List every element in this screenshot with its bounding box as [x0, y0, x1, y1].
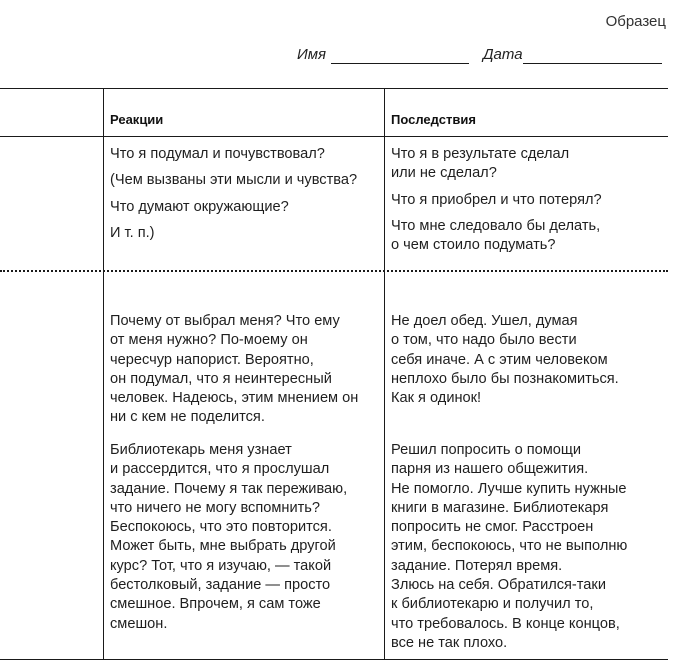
reactions-prompt-cell [110, 145, 382, 243]
sample-label: Образец [605, 13, 666, 30]
date-blank-line [523, 63, 662, 64]
prompt-separator-rule [0, 270, 668, 272]
entry-1-consequence-text: Не доел обед. Ушел, думая о том, что надо было вести себя иначе. А с этим человеком неплохо было бы познакомиться. Как я одинок! [391, 313, 619, 407]
entry-2-consequence-text: Решил попросить о помощи парня из нашего общежития. Не помогло. Лучше купить нужные книги в магазине. Библиотекаря попросить не смог. Расстроен этим, беспокоюсь, что не выполню задание. Потерял время. Злюсь на себя. Обратился-таки к библиотекарю и получил то, что требовалось. В конце концов, все не так плохо. [391, 442, 628, 651]
consequences-prompt-cell [391, 145, 663, 255]
entry-2-consequence [391, 441, 667, 653]
entry-1-reaction [110, 312, 384, 428]
column-divider-left [103, 88, 104, 660]
consequences-prompt-2: Что я приобрел и что потерял? [391, 191, 602, 208]
entry-1-consequence [391, 312, 667, 408]
reactions-prompt-2: (Чем вызваны эти мысли и чувства? [110, 172, 358, 189]
header-bottom-rule [0, 136, 668, 137]
column-header-reactions: Реакции [110, 112, 164, 127]
reactions-prompt-3: Что думают окружающие? [110, 198, 289, 215]
column-header-consequences: Последствия [391, 112, 476, 127]
table-bottom-rule [0, 659, 668, 660]
reactions-prompt-4: И т. п.) [110, 224, 155, 241]
entry-2-reaction-text: Библиотекарь меня узнает и рассердится, что я прослушал задание. Почему я так переживаю, что ничего не могу вспомнить? Беспокоюсь, что это повторится. Может быть, мне выбрать другой курс? Тот, что я изучаю, — такой бестолковый, задание — просто смешное. Впрочем, я сам тоже смешон. [110, 442, 348, 632]
reactions-prompt-1: Что я подумал и почувствовал? [110, 146, 325, 162]
entry-2-reaction [110, 441, 384, 634]
name-label: Имя [297, 46, 327, 63]
entry-1-reaction-text: Почему от выбрал меня? Что ему от меня нужно? По-моему он чересчур напорист. Вероятно, он подумал, что я неинтересный человек. Надеюсь, этим мнением он ни с кем не поделится. [110, 313, 359, 426]
table-top-rule [0, 88, 668, 89]
consequences-prompt-1: Что я в результате сделал или не сделал? [391, 146, 570, 182]
consequences-prompt-3: Что мне следовало бы делать, о чем стоило подумать? [391, 217, 601, 254]
column-divider-right [384, 88, 385, 660]
name-blank-line [331, 63, 469, 64]
date-label: Дата [483, 46, 523, 63]
